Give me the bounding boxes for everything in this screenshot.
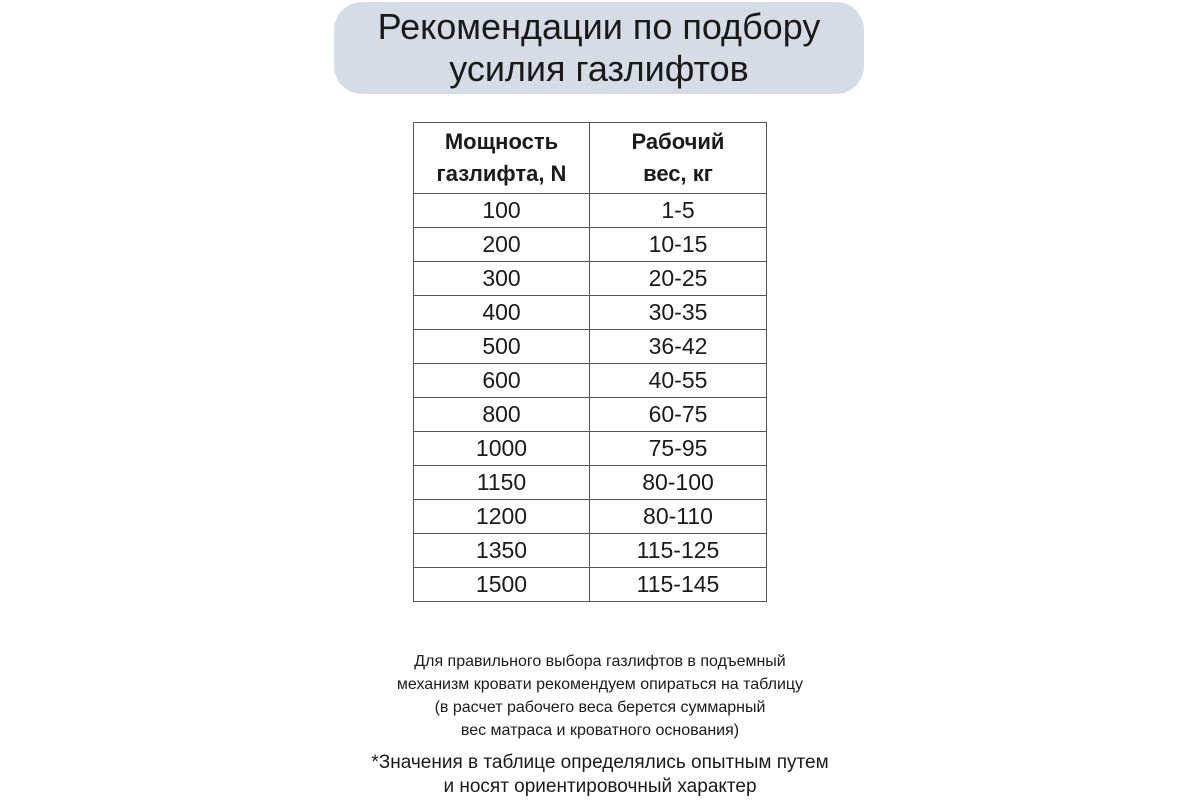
cell-power: 1200 — [414, 500, 590, 534]
usage-note-line: Для правильного выбора газлифтов в подъемный — [414, 653, 786, 670]
column-header-power-line-1: Мощность — [444, 129, 559, 154]
cell-power: 1500 — [414, 568, 590, 602]
table-body — [414, 194, 767, 602]
table-row — [414, 466, 767, 500]
table-row — [414, 364, 767, 398]
cell-power: 1350 — [414, 534, 590, 568]
cell-weight: 30-35 — [590, 296, 767, 330]
table-row — [414, 330, 767, 364]
cell-weight: 40-55 — [590, 364, 767, 398]
title-banner — [334, 2, 864, 94]
cell-weight: 36-42 — [590, 330, 767, 364]
cell-weight: 75-95 — [590, 432, 767, 466]
cell-power: 1000 — [414, 432, 590, 466]
table-row — [414, 534, 767, 568]
cell-power: 400 — [414, 296, 590, 330]
cell-weight: 10-15 — [590, 228, 767, 262]
cell-power: 100 — [414, 194, 590, 228]
cell-power: 600 — [414, 364, 590, 398]
column-header-power-line-2: газлифта, N — [436, 161, 567, 186]
cell-power: 500 — [414, 330, 590, 364]
page-title-line-2: усилия газлифтов — [449, 48, 749, 89]
usage-note-line: механизм кровати рекомендуем опираться на таблицу — [396, 676, 804, 693]
footnote-line: *Значения в таблице определялись опытным путем — [371, 752, 829, 773]
table-row — [414, 228, 767, 262]
table-row — [414, 568, 767, 602]
usage-note-line: (в расчет рабочего веса берется суммарный — [434, 699, 766, 716]
cell-weight: 60-75 — [590, 398, 767, 432]
table-row — [414, 398, 767, 432]
cell-power: 800 — [414, 398, 590, 432]
cell-weight: 80-100 — [590, 466, 767, 500]
column-header-weight-line-1: Рабочий — [631, 129, 725, 154]
column-header-weight — [590, 123, 767, 194]
page-title-line-1: Рекомендации по подбору — [377, 6, 821, 47]
table-row — [414, 194, 767, 228]
cell-weight: 115-145 — [590, 568, 767, 602]
table-row — [414, 432, 767, 466]
cell-weight: 80-110 — [590, 500, 767, 534]
table-row — [414, 500, 767, 534]
usage-note — [300, 650, 900, 742]
table-row — [414, 262, 767, 296]
cell-power: 200 — [414, 228, 590, 262]
usage-note-line: вес матраса и кроватного основания) — [460, 722, 740, 739]
column-header-weight-line-2: вес, кг — [643, 161, 713, 186]
footnote — [300, 751, 900, 799]
table-header-row — [414, 123, 767, 194]
cell-power: 300 — [414, 262, 590, 296]
cell-weight: 20-25 — [590, 262, 767, 296]
footnote-line: и носят ориентировочный характер — [443, 776, 757, 797]
table-row — [414, 296, 767, 330]
cell-weight: 115-125 — [590, 534, 767, 568]
cell-power: 1150 — [414, 466, 590, 500]
gaslift-table — [413, 122, 767, 602]
table-header — [414, 123, 767, 194]
cell-weight: 1-5 — [590, 194, 767, 228]
column-header-power — [414, 123, 590, 194]
